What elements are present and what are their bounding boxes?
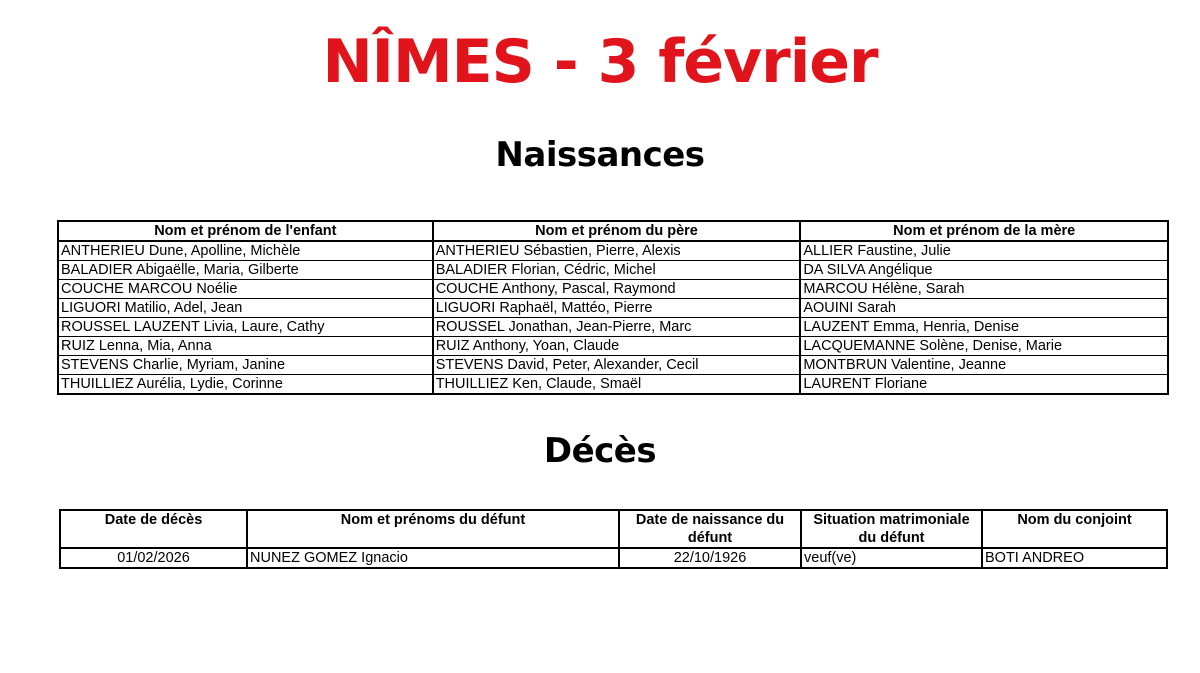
births-column-header-mother: Nom et prénom de la mère: [800, 221, 1168, 241]
father-name-cell: THUILLIEZ Ken, Claude, Smaël: [433, 375, 801, 395]
deaths-column-header-spouse: Nom du conjoint: [982, 510, 1167, 548]
table-row: [58, 261, 1168, 280]
birth-date-cell: 22/10/1926: [619, 548, 801, 568]
births-section-title: Naissances: [495, 135, 705, 175]
mother-name-cell: DA SILVA Angélique: [800, 261, 1168, 280]
father-name-cell: ROUSSEL Jonathan, Jean-Pierre, Marc: [433, 318, 801, 337]
deaths-column-header-birthdate: Date de naissance du défunt: [619, 510, 801, 548]
father-name-cell: RUIZ Anthony, Yoan, Claude: [433, 337, 801, 356]
spouse-name-cell: BOTI ANDREO: [982, 548, 1167, 568]
father-name-cell: BALADIER Florian, Cédric, Michel: [433, 261, 801, 280]
child-name-cell: LIGUORI Matilio, Adel, Jean: [58, 299, 433, 318]
death-date-cell: 01/02/2026: [60, 548, 247, 568]
deaths-column-header-marital-status: Situation matrimoniale du défunt: [801, 510, 982, 548]
mother-name-cell: MARCOU Hélène, Sarah: [800, 280, 1168, 299]
mother-name-cell: LAURENT Floriane: [800, 375, 1168, 395]
mother-name-cell: ALLIER Faustine, Julie: [800, 241, 1168, 261]
child-name-cell: ANTHERIEU Dune, Apolline, Michèle: [58, 241, 433, 261]
deceased-name-cell: NUNEZ GOMEZ Ignacio: [247, 548, 619, 568]
father-name-cell: LIGUORI Raphaël, Mattéo, Pierre: [433, 299, 801, 318]
child-name-cell: ROUSSEL LAUZENT Livia, Laure, Cathy: [58, 318, 433, 337]
table-row: [58, 241, 1168, 261]
births-column-header-father: Nom et prénom du père: [433, 221, 801, 241]
father-name-cell: STEVENS David, Peter, Alexander, Cecil: [433, 356, 801, 375]
mother-name-cell: LAUZENT Emma, Henria, Denise: [800, 318, 1168, 337]
child-name-cell: BALADIER Abigaëlle, Maria, Gilberte: [58, 261, 433, 280]
father-name-cell: COUCHE Anthony, Pascal, Raymond: [433, 280, 801, 299]
table-row: [58, 299, 1168, 318]
table-row: [60, 548, 1167, 568]
mother-name-cell: AOUINI Sarah: [800, 299, 1168, 318]
child-name-cell: THUILLIEZ Aurélia, Lydie, Corinne: [58, 375, 433, 395]
deaths-column-header-date: Date de décès: [60, 510, 247, 548]
births-table: [57, 220, 1169, 395]
child-name-cell: RUIZ Lenna, Mia, Anna: [58, 337, 433, 356]
child-name-cell: STEVENS Charlie, Myriam, Janine: [58, 356, 433, 375]
births-header-row: [58, 221, 1168, 241]
table-row: [58, 337, 1168, 356]
deaths-table: [59, 509, 1168, 569]
child-name-cell: COUCHE MARCOU Noélie: [58, 280, 433, 299]
table-row: [58, 280, 1168, 299]
deaths-header-row: [60, 510, 1167, 548]
marital-status-cell: veuf(ve): [801, 548, 982, 568]
table-row: [58, 375, 1168, 395]
table-row: [58, 356, 1168, 375]
page-title: NÎMES - 3 février: [322, 27, 878, 97]
mother-name-cell: MONTBRUN Valentine, Jeanne: [800, 356, 1168, 375]
father-name-cell: ANTHERIEU Sébastien, Pierre, Alexis: [433, 241, 801, 261]
mother-name-cell: LACQUEMANNE Solène, Denise, Marie: [800, 337, 1168, 356]
deaths-section-title: Décès: [543, 431, 657, 471]
deaths-column-header-name: Nom et prénoms du défunt: [247, 510, 619, 548]
births-column-header-child: Nom et prénom de l'enfant: [58, 221, 433, 241]
table-row: [58, 318, 1168, 337]
